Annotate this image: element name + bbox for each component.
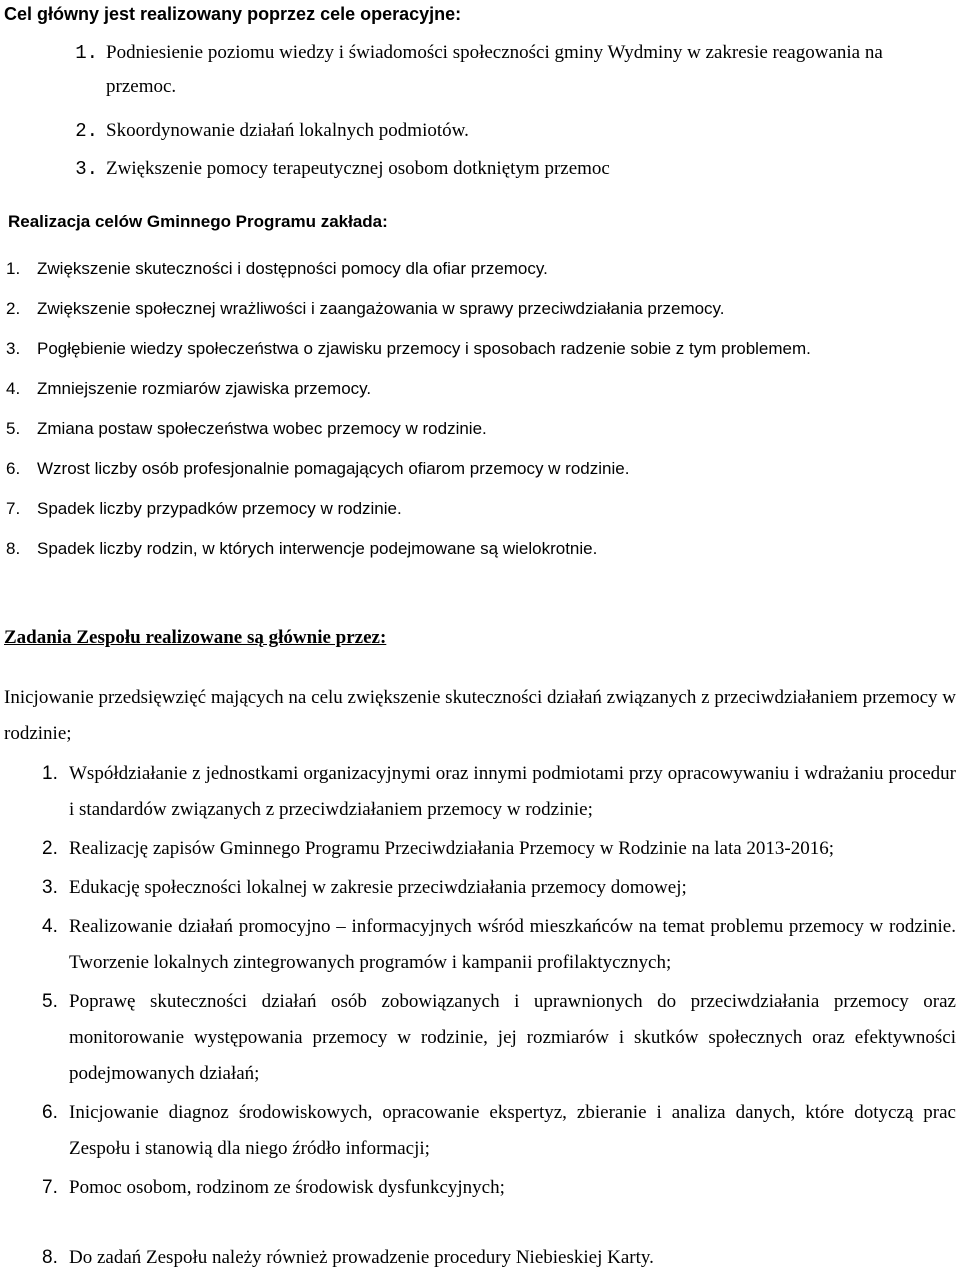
list-item-number: 7. [42, 1177, 58, 1198]
list-item-number: 6. [42, 1102, 58, 1123]
list-item-text: Skoordynowanie działań lokalnych podmiotów. [106, 120, 469, 141]
list-item [4, 289, 956, 329]
list-item-text: Poprawę skuteczności działań osób zobowiązanych i uprawnionych do przeciwdziałania przemocy oraz monitorowanie występowania przemocy w rodzinie, jej rozmiarów i skutków społecznych oraz efektywności podejmowanych działań; [69, 991, 956, 1084]
list-item-number: 1. [42, 763, 58, 784]
list-item-text: Pomoc osobom, rodzinom ze środowisk dysfunkcyjnych; [69, 1177, 505, 1198]
list-item-number: 7. [6, 499, 21, 518]
list-item-text: Inicjowanie diagnoz środowiskowych, opracowanie ekspertyz, zbieranie i analiza danych, które dotyczą prac Zespołu i stanowią dla niego źródło informacji; [69, 1102, 956, 1159]
list-item-text: Wzrost liczby osób profesjonalnie pomagających ofiarom przemocy w rodzinie. [37, 459, 630, 478]
list-item-text: Edukację społeczności lokalnej w zakresie przeciwdziałania przemocy domowej; [69, 877, 687, 898]
list-item-number: 8. [42, 1247, 58, 1268]
list-item-number: 1. [75, 42, 98, 64]
list-item [4, 756, 956, 828]
list-item-number: 2. [42, 838, 58, 859]
tasks-intro: Inicjowanie przedsięwzięć mających na celu zwiększenie skuteczności działań związanych z przeciwdziałaniem przemocy w rodzinie; [4, 687, 956, 744]
list-item-number: 2. [75, 120, 98, 142]
operational-goals-list [4, 36, 956, 186]
list-item [4, 36, 956, 104]
realization-list [4, 249, 956, 569]
tasks-heading: Zadania Zespołu realizowane są głównie przez: [4, 627, 387, 648]
list-item-text: Zmiana postaw społeczeństwa wobec przemocy w rodzinie. [37, 419, 487, 438]
list-item-text: Do zadań Zespołu należy również prowadzenie procedury Niebieskiej Karty. [69, 1247, 654, 1268]
list-item [4, 831, 956, 867]
list-item-text: Zmniejszenie rozmiarów zjawiska przemocy. [37, 379, 372, 398]
list-item-text: Realizację zapisów Gminnego Programu Przeciwdziałania Przemocy w Rodzinie na lata 2013-2016; [69, 838, 835, 859]
list-item-number: 3. [42, 877, 58, 898]
list-item [4, 529, 956, 569]
list-item-number: 8. [6, 539, 21, 558]
list-item [4, 489, 956, 529]
list-item-text: Współdziałanie z jednostkami organizacyjnymi oraz innymi podmiotami przy opracowywaniu i wdrażaniu procedur i standardów związanych z przeciwdziałaniem przemocy w rodzinie; [69, 763, 956, 820]
list-item-text: Pogłębienie wiedzy społeczeństwa o zjawisku przemocy i sposobach radzenie sobie z tym problemem. [37, 339, 811, 358]
list-item-number: 4. [42, 916, 58, 937]
list-item-text: Zwiększenie społecznej wrażliwości i zaangażowania w sprawy przeciwdziałania przemocy. [37, 299, 725, 318]
goal-heading: Cel główny jest realizowany poprzez cele operacyjne: [4, 4, 462, 24]
list-item-number: 3. [6, 339, 21, 358]
tasks-list [4, 756, 956, 1276]
list-item-text: Realizowanie działań promocyjno – informacyjnych wśród mieszkańców na temat problemu przemocy w rodzinie. Tworzenie lokalnych zintegrowanych programów i kampanii profilaktycznych; [69, 916, 956, 973]
list-item-text: Podniesienie poziomu wiedzy i świadomości społeczności gminy Wydminy w zakresie reagowania na przemoc. [106, 42, 883, 97]
list-item [4, 909, 956, 981]
list-item [4, 249, 956, 289]
list-item [4, 984, 956, 1092]
list-item [4, 329, 956, 369]
list-item [4, 449, 956, 489]
list-item [4, 409, 956, 449]
list-item-text: Spadek liczby rodzin, w których interwencje podejmowane są wielokrotnie. [37, 539, 598, 558]
realization-heading: Realizacja celów Gminnego Programu zakłada: [8, 212, 388, 231]
list-item-text: Zwiększenie skuteczności i dostępności pomocy dla ofiar przemocy. [37, 259, 548, 278]
list-item-text: Spadek liczby przypadków przemocy w rodzinie. [37, 499, 402, 518]
list-item [4, 1095, 956, 1167]
list-item-number: 4. [6, 379, 21, 398]
list-item-number: 3. [75, 158, 98, 180]
list-item [4, 1170, 956, 1206]
list-item [4, 114, 956, 148]
list-item [4, 1240, 956, 1276]
list-item [4, 152, 956, 186]
list-item-number: 2. [6, 299, 21, 318]
list-item-text: Zwiększenie pomocy terapeutycznej osobom dotkniętym przemoc [106, 158, 610, 179]
list-item-number: 5. [42, 991, 58, 1012]
list-item [4, 369, 956, 409]
list-item [4, 870, 956, 906]
list-item-number: 6. [6, 459, 21, 478]
list-item-number: 5. [6, 419, 21, 438]
list-item-number: 1. [6, 259, 21, 278]
